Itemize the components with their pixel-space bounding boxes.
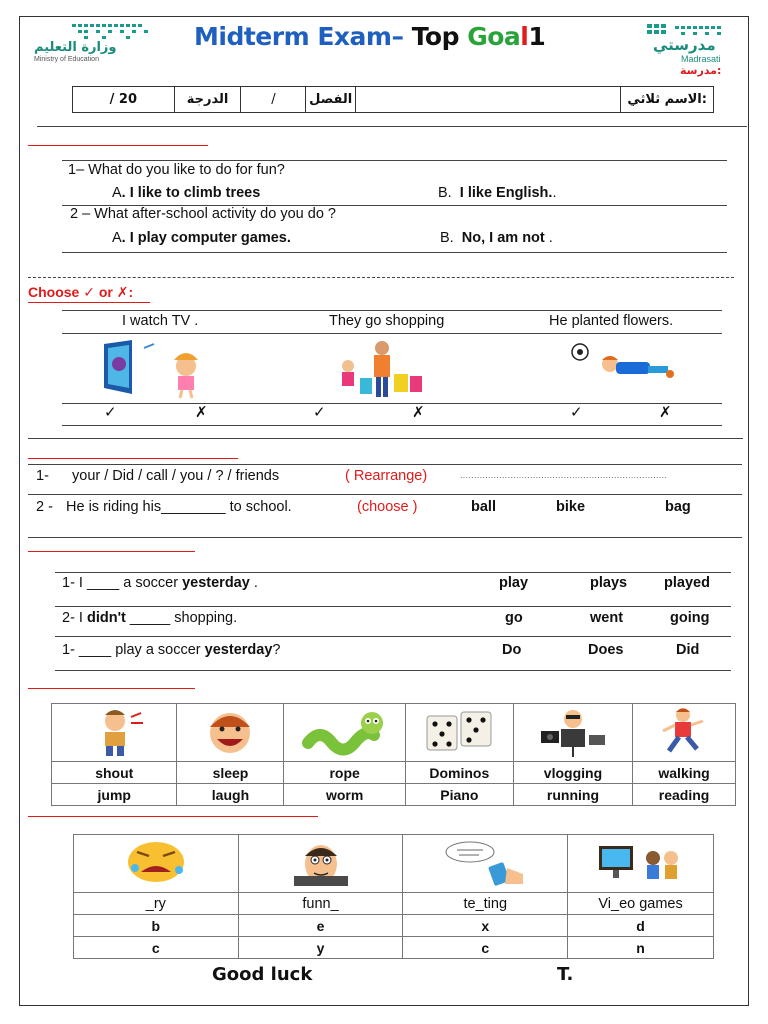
s6-pic-videogames [568, 835, 714, 893]
s5-word-2-4[interactable]: Piano [405, 784, 513, 806]
header-divider [37, 126, 747, 127]
teacher-label: T. [557, 964, 574, 985]
s6-pic-texting [403, 835, 568, 893]
video-games-picture [591, 838, 691, 886]
ministry-logo-dots-icon [30, 22, 152, 42]
s5-word-1-1[interactable]: shout [52, 762, 177, 784]
s2-line [62, 333, 722, 334]
s1-q2-option-a[interactable]: A. I play computer games. [112, 230, 291, 246]
s3-q1-number: 1- [36, 468, 49, 484]
class-label: الفصل [306, 87, 356, 112]
s5-word-2-2[interactable]: laugh [177, 784, 284, 806]
crying-emoji-picture [121, 838, 191, 886]
s2-item-1-check[interactable]: ✓ [104, 404, 117, 421]
s2-item-3-text: He planted flowers. [549, 313, 674, 329]
madrasati-logo-sub: Madrasati [681, 54, 721, 64]
s1-q2-option-b[interactable]: B. No, I am not . [440, 230, 553, 246]
s5-word-1-4[interactable]: Dominos [405, 762, 513, 784]
s2-heading-underline [28, 302, 150, 303]
class-value[interactable]: / [241, 87, 306, 112]
s2-item-1-text: I watch TV . [122, 313, 199, 329]
s3-line [28, 494, 742, 495]
s3-q2-hint: (choose ) [357, 499, 418, 515]
laughing-boy-picture [195, 705, 265, 757]
s6-opt1-4[interactable]: d [568, 915, 714, 937]
worm-picture [300, 705, 390, 757]
texting-phone-picture [435, 838, 535, 886]
s1-question-1: 1– What do you like to do for fun? [68, 162, 285, 178]
s2-item-3-check[interactable]: ✓ [570, 404, 583, 421]
s6-pic-cry [74, 835, 239, 893]
section3-heading-line [28, 458, 238, 459]
s5-word-1-3[interactable]: rope [284, 762, 405, 784]
s6-opt1-1[interactable]: b [74, 915, 239, 937]
dominos-picture [419, 706, 499, 756]
section6-heading-line [28, 816, 318, 817]
s3-q1-hint: ( Rearrange) [345, 468, 428, 484]
s4-row-3-option-3[interactable]: Did [676, 642, 700, 658]
s4-row-1-text: 1- I ____ a soccer yesterday . [62, 575, 258, 591]
s5-word-2-3[interactable]: worm [284, 784, 405, 806]
s1-q1-option-a[interactable]: A. I like to climb trees [112, 185, 261, 201]
s5-pic-dominos [405, 704, 513, 762]
s6-opt2-4[interactable]: n [568, 937, 714, 959]
s4-line [55, 572, 731, 573]
s5-picture-word-table [51, 703, 736, 806]
s5-word-2-1[interactable]: jump [52, 784, 177, 806]
s5-pic-walking [633, 704, 736, 762]
s3-q1-text: your / Did / call / you / ? / friends [72, 468, 280, 484]
s3-q1-answer-line[interactable]: .......................................................................... [460, 470, 668, 480]
s4-row-3-option-2[interactable]: Does [588, 642, 624, 658]
s3-line [28, 537, 742, 538]
section5-heading-line [28, 688, 195, 689]
student-info-row [72, 86, 714, 113]
s2-line [62, 425, 722, 426]
s2-line [62, 310, 722, 311]
section4-heading-line [28, 551, 195, 552]
s6-pic-funny [238, 835, 403, 893]
s6-word-1: _ry [74, 893, 239, 915]
shopping-picture [334, 338, 434, 400]
s2-item-2-text: They go shopping [329, 313, 445, 329]
school-label: مدرسة: [680, 64, 722, 77]
s1-question-2: 2 – What after-school activity do you do ? [70, 206, 336, 222]
s3-q2-option-bag[interactable]: bag [665, 499, 691, 515]
s3-line [28, 464, 742, 465]
s6-opt1-2[interactable]: e [238, 915, 403, 937]
funny-face-picture [276, 838, 366, 886]
s5-pic-rope [284, 704, 405, 762]
s2-item-2-check[interactable]: ✓ [313, 404, 326, 421]
madrasati-logo-text: مدرستي [653, 36, 716, 54]
s3-q2-number: 2 - [36, 499, 53, 515]
ministry-logo-sub: Ministry of Education [34, 56, 99, 63]
s6-word-4: Vi_eo games [568, 893, 714, 915]
section-divider [28, 438, 743, 439]
shouting-man-picture [79, 705, 149, 757]
s3-q2-option-ball[interactable]: ball [471, 499, 496, 515]
s5-word-1-5[interactable]: vlogging [513, 762, 632, 784]
s4-row-2-text: 2- I didn't _____ shopping. [62, 610, 238, 626]
s1-line [62, 252, 727, 253]
section1-heading-line [28, 145, 208, 146]
s4-row-3-text: 1- ____ play a soccer yesterday? [62, 642, 281, 658]
s5-pic-sleep [177, 704, 284, 762]
s4-row-1-option-1[interactable]: play [499, 575, 529, 591]
page-title: Midterm Exam– Top Goal1 [194, 22, 546, 51]
s4-row-3-option-1[interactable]: Do [502, 642, 522, 658]
s4-line [55, 670, 731, 671]
s6-opt2-2[interactable]: y [238, 937, 403, 959]
grade-label: الدرجة [175, 87, 242, 112]
s5-word-2-5[interactable]: running [513, 784, 632, 806]
s6-word-3: te_ting [403, 893, 568, 915]
s6-opt2-1[interactable]: c [74, 937, 239, 959]
s5-word-1-6[interactable]: walking [633, 762, 736, 784]
s4-row-1-option-3[interactable]: played [664, 575, 710, 591]
s2-heading: Choose ✓ or ✗: [28, 284, 134, 300]
s4-row-1-option-2[interactable]: plays [590, 575, 628, 591]
s5-word-1-2[interactable]: sleep [177, 762, 284, 784]
s5-pic-vlogging [513, 704, 632, 762]
s1-q1-option-b[interactable]: B. I like English.. [438, 185, 557, 201]
ministry-logo [30, 22, 152, 66]
s2-item-3-cross[interactable]: ✗ [659, 404, 672, 421]
s6-word-2: funn_ [238, 893, 403, 915]
good-luck-text: Good luck [212, 964, 313, 985]
boy-football-picture [570, 342, 680, 392]
s3-q2-text: He is riding his________ to school. [66, 499, 292, 515]
name-label: الاسم ثلاثي: [627, 92, 707, 107]
s2-line [62, 403, 722, 404]
section-divider [28, 277, 734, 278]
s4-row-2-option-2[interactable]: went [590, 610, 624, 626]
s4-line [55, 636, 731, 637]
s5-word-2-6[interactable]: reading [633, 784, 736, 806]
s2-item-1-cross[interactable]: ✗ [195, 404, 208, 421]
ministry-logo-text: وزارة التعليم [34, 40, 117, 55]
s3-q2-option-bike[interactable]: bike [556, 499, 586, 515]
tv-girl-picture [98, 338, 210, 400]
s4-row-2-option-3[interactable]: going [670, 610, 710, 626]
madrasati-logo [645, 22, 735, 64]
vlogger-picture [533, 705, 613, 757]
name-value[interactable] [356, 87, 621, 112]
s6-missing-letter-table [73, 834, 714, 959]
s6-opt1-3[interactable]: x [403, 915, 568, 937]
grade-value[interactable]: / 20 [73, 87, 175, 112]
s6-opt2-3[interactable]: c [403, 937, 568, 959]
running-boy-picture [649, 705, 719, 757]
s1-line [62, 160, 727, 161]
s4-line [55, 606, 731, 607]
s2-item-2-cross[interactable]: ✗ [412, 404, 425, 421]
s4-row-2-option-1[interactable]: go [505, 610, 523, 626]
s5-pic-shout [52, 704, 177, 762]
